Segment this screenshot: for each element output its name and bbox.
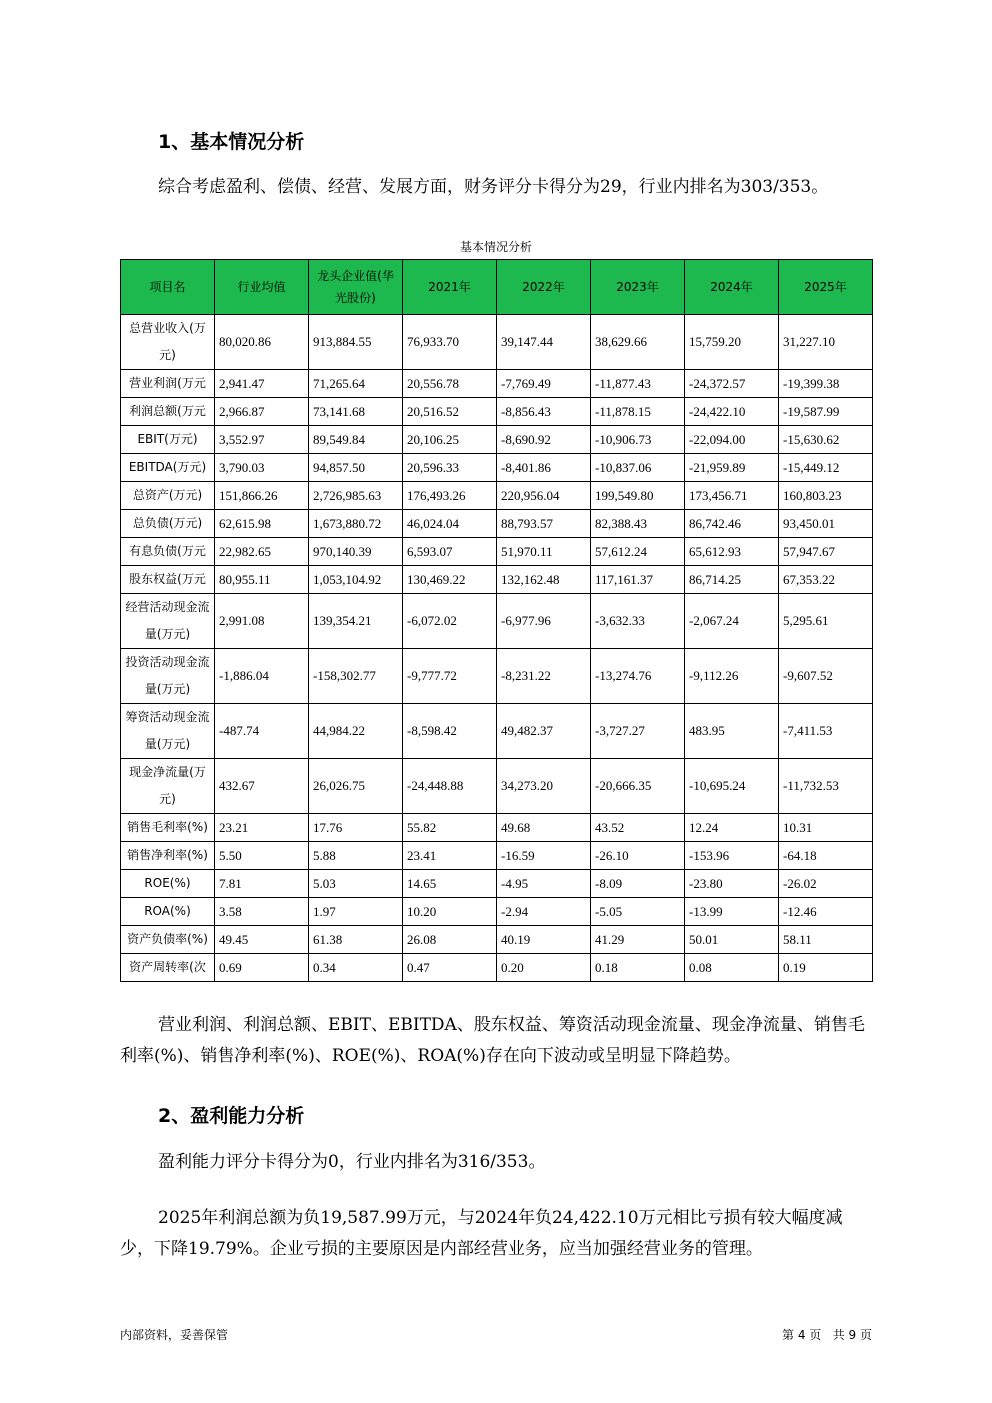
column-header: 2021年 bbox=[403, 260, 497, 315]
table-row bbox=[121, 510, 873, 538]
table-cell: 86,714.25 bbox=[685, 566, 779, 594]
table-cell: -12.46 bbox=[779, 898, 873, 926]
table-cell: 34,273.20 bbox=[497, 759, 591, 814]
table-cell: 2,726,985.63 bbox=[309, 482, 403, 510]
row-label: 现金净流量(万元) bbox=[121, 759, 215, 814]
table-cell: 10.20 bbox=[403, 898, 497, 926]
table-cell: 5,295.61 bbox=[779, 594, 873, 649]
table-cell: 65,612.93 bbox=[685, 538, 779, 566]
row-label: EBITDA(万元) bbox=[121, 454, 215, 482]
table-row bbox=[121, 398, 873, 426]
row-label: 资产负债率(%) bbox=[121, 926, 215, 954]
table-cell: 22,982.65 bbox=[215, 538, 309, 566]
table-cell: -19,399.38 bbox=[779, 370, 873, 398]
table-cell: 73,141.68 bbox=[309, 398, 403, 426]
table-cell: -2,067.24 bbox=[685, 594, 779, 649]
table-cell: 62,615.98 bbox=[215, 510, 309, 538]
table-cell: -11,877.43 bbox=[591, 370, 685, 398]
table-cell: 93,450.01 bbox=[779, 510, 873, 538]
row-label: 总资产(万元) bbox=[121, 482, 215, 510]
table-row bbox=[121, 759, 873, 814]
table-cell: 50.01 bbox=[685, 926, 779, 954]
table-cell: -10,695.24 bbox=[685, 759, 779, 814]
table-cell: -10,906.73 bbox=[591, 426, 685, 454]
table-cell: 10.31 bbox=[779, 814, 873, 842]
table-cell: -24,448.88 bbox=[403, 759, 497, 814]
table-row bbox=[121, 315, 873, 370]
table-cell: 80,955.11 bbox=[215, 566, 309, 594]
table-cell: -487.74 bbox=[215, 704, 309, 759]
table-cell: 151,866.26 bbox=[215, 482, 309, 510]
row-label: 投资活动现金流量(万元) bbox=[121, 649, 215, 704]
row-label: 营业利润(万元 bbox=[121, 370, 215, 398]
table-cell: 57,947.67 bbox=[779, 538, 873, 566]
table-cell: 26.08 bbox=[403, 926, 497, 954]
table-cell: -24,372.57 bbox=[685, 370, 779, 398]
table-cell: 0.08 bbox=[685, 954, 779, 982]
table-cell: 220,956.04 bbox=[497, 482, 591, 510]
table-cell: 14.65 bbox=[403, 870, 497, 898]
table-cell: 5.03 bbox=[309, 870, 403, 898]
table-cell: 43.52 bbox=[591, 814, 685, 842]
table-cell: -21,959.89 bbox=[685, 454, 779, 482]
table-cell: -15,449.12 bbox=[779, 454, 873, 482]
column-header: 2023年 bbox=[591, 260, 685, 315]
table-cell: -26.02 bbox=[779, 870, 873, 898]
row-label: 销售毛利率(%) bbox=[121, 814, 215, 842]
table-cell: -2.94 bbox=[497, 898, 591, 926]
table-cell: -5.05 bbox=[591, 898, 685, 926]
table-row bbox=[121, 594, 873, 649]
row-label: 销售净利率(%) bbox=[121, 842, 215, 870]
column-header: 项目名 bbox=[121, 260, 215, 315]
table-cell: 0.47 bbox=[403, 954, 497, 982]
table-cell: 132,162.48 bbox=[497, 566, 591, 594]
table-cell: 117,161.37 bbox=[591, 566, 685, 594]
trend-note: 营业利润、利润总额、EBIT、EBITDA、股东权益、筹资活动现金流量、现金净流量、销售毛利率(%)、销售净利率(%)、ROE(%)、ROA(%)存在向下波动或呈明显下降趋势。 bbox=[120, 1015, 865, 1066]
table-cell: 913,884.55 bbox=[309, 315, 403, 370]
table-cell: 40.19 bbox=[497, 926, 591, 954]
table-cell: 1,673,880.72 bbox=[309, 510, 403, 538]
table-row bbox=[121, 898, 873, 926]
basic-analysis-table bbox=[120, 259, 873, 982]
row-label: 有息负债(万元 bbox=[121, 538, 215, 566]
table-cell: 20,556.78 bbox=[403, 370, 497, 398]
table-cell: 12.24 bbox=[685, 814, 779, 842]
row-label: ROA(%) bbox=[121, 898, 215, 926]
table-cell: -26.10 bbox=[591, 842, 685, 870]
table-cell: 160,803.23 bbox=[779, 482, 873, 510]
table-row bbox=[121, 649, 873, 704]
table-caption: 基本情况分析 bbox=[459, 240, 532, 254]
table-cell: 2,941.47 bbox=[215, 370, 309, 398]
table-body bbox=[121, 315, 873, 982]
table-row bbox=[121, 926, 873, 954]
table-cell: -6,072.02 bbox=[403, 594, 497, 649]
table-cell: -8,598.42 bbox=[403, 704, 497, 759]
table-cell: 176,493.26 bbox=[403, 482, 497, 510]
table-cell: 46,024.04 bbox=[403, 510, 497, 538]
table-header-row bbox=[121, 260, 873, 315]
table-cell: -4.95 bbox=[497, 870, 591, 898]
table-cell: -8.09 bbox=[591, 870, 685, 898]
table-cell: 3,790.03 bbox=[215, 454, 309, 482]
row-label: 总营业收入(万元) bbox=[121, 315, 215, 370]
table-row bbox=[121, 704, 873, 759]
row-label: 资产周转率(次 bbox=[121, 954, 215, 982]
table-cell: 3,552.97 bbox=[215, 426, 309, 454]
table-cell: 139,354.21 bbox=[309, 594, 403, 649]
table-cell: -16.59 bbox=[497, 842, 591, 870]
table-cell: 80,020.86 bbox=[215, 315, 309, 370]
table-cell: 61.38 bbox=[309, 926, 403, 954]
table-cell: 58.11 bbox=[779, 926, 873, 954]
column-header: 2022年 bbox=[497, 260, 591, 315]
table-row bbox=[121, 870, 873, 898]
table-cell: 15,759.20 bbox=[685, 315, 779, 370]
table-cell: 51,970.11 bbox=[497, 538, 591, 566]
table-cell: 23.21 bbox=[215, 814, 309, 842]
table-cell: -23.80 bbox=[685, 870, 779, 898]
table-cell: 86,742.46 bbox=[685, 510, 779, 538]
table-cell: 3.58 bbox=[215, 898, 309, 926]
table-cell: 1,053,104.92 bbox=[309, 566, 403, 594]
table-row bbox=[121, 538, 873, 566]
table-cell: 55.82 bbox=[403, 814, 497, 842]
table-cell: 1.97 bbox=[309, 898, 403, 926]
table-cell: 199,549.80 bbox=[591, 482, 685, 510]
table-cell: -24,422.10 bbox=[685, 398, 779, 426]
table-cell: 432.67 bbox=[215, 759, 309, 814]
page-number: 第 4 页 共 9 页 bbox=[782, 1328, 872, 1342]
table-cell: -13.99 bbox=[685, 898, 779, 926]
basic-summary: 综合考虑盈利、偿债、经营、发展方面，财务评分卡得分为29，行业内排名为303/353。 bbox=[158, 177, 829, 197]
row-label: 总负债(万元) bbox=[121, 510, 215, 538]
section-title-basic: 1、基本情况分析 bbox=[158, 131, 305, 153]
table-cell: -1,886.04 bbox=[215, 649, 309, 704]
table-cell: -6,977.96 bbox=[497, 594, 591, 649]
table-cell: -8,690.92 bbox=[497, 426, 591, 454]
table-cell: 0.19 bbox=[779, 954, 873, 982]
row-label: EBIT(万元) bbox=[121, 426, 215, 454]
table-cell: -20,666.35 bbox=[591, 759, 685, 814]
table-cell: -19,587.99 bbox=[779, 398, 873, 426]
table-cell: -158,302.77 bbox=[309, 649, 403, 704]
table-cell: -64.18 bbox=[779, 842, 873, 870]
table-cell: 26,026.75 bbox=[309, 759, 403, 814]
row-label: 筹资活动现金流量(万元) bbox=[121, 704, 215, 759]
table-cell: 0.34 bbox=[309, 954, 403, 982]
row-label: 利润总额(万元 bbox=[121, 398, 215, 426]
table-cell: 89,549.84 bbox=[309, 426, 403, 454]
table-cell: 71,265.64 bbox=[309, 370, 403, 398]
table-cell: 31,227.10 bbox=[779, 315, 873, 370]
table-row bbox=[121, 370, 873, 398]
table-cell: 970,140.39 bbox=[309, 538, 403, 566]
column-header: 龙头企业值(华光股份) bbox=[309, 260, 403, 315]
table-row bbox=[121, 566, 873, 594]
table-cell: 38,629.66 bbox=[591, 315, 685, 370]
table-cell: 94,857.50 bbox=[309, 454, 403, 482]
table-cell: 2,966.87 bbox=[215, 398, 309, 426]
table-cell: -8,856.43 bbox=[497, 398, 591, 426]
table-cell: 39,147.44 bbox=[497, 315, 591, 370]
table-cell: -13,274.76 bbox=[591, 649, 685, 704]
table-cell: 5.88 bbox=[309, 842, 403, 870]
table-cell: 49.45 bbox=[215, 926, 309, 954]
table-cell: -3,632.33 bbox=[591, 594, 685, 649]
table-cell: 76,933.70 bbox=[403, 315, 497, 370]
table-cell: 173,456.71 bbox=[685, 482, 779, 510]
table-row bbox=[121, 454, 873, 482]
table-cell: -10,837.06 bbox=[591, 454, 685, 482]
table-cell: 44,984.22 bbox=[309, 704, 403, 759]
table-cell: -7,769.49 bbox=[497, 370, 591, 398]
table-cell: -9,607.52 bbox=[779, 649, 873, 704]
table-cell: 7.81 bbox=[215, 870, 309, 898]
column-header: 2025年 bbox=[779, 260, 873, 315]
table-cell: 20,106.25 bbox=[403, 426, 497, 454]
table-cell: -3,727.27 bbox=[591, 704, 685, 759]
table-cell: 49.68 bbox=[497, 814, 591, 842]
table-cell: 17.76 bbox=[309, 814, 403, 842]
table-cell: 20,516.52 bbox=[403, 398, 497, 426]
table-row bbox=[121, 814, 873, 842]
table-cell: -15,630.62 bbox=[779, 426, 873, 454]
table-cell: -8,231.22 bbox=[497, 649, 591, 704]
table-cell: 23.41 bbox=[403, 842, 497, 870]
table-cell: 82,388.43 bbox=[591, 510, 685, 538]
table-cell: 0.69 bbox=[215, 954, 309, 982]
table-cell: 2,991.08 bbox=[215, 594, 309, 649]
table-cell: 483.95 bbox=[685, 704, 779, 759]
row-label: 股东权益(万元 bbox=[121, 566, 215, 594]
section-title-profitability: 2、盈利能力分析 bbox=[158, 1105, 305, 1127]
column-header: 2024年 bbox=[685, 260, 779, 315]
table-cell: 20,596.33 bbox=[403, 454, 497, 482]
profitability-score: 盈利能力评分卡得分为0，行业内排名为316/353。 bbox=[158, 1152, 546, 1172]
table-row bbox=[121, 954, 873, 982]
table-cell: -9,777.72 bbox=[403, 649, 497, 704]
column-header: 行业均值 bbox=[215, 260, 309, 315]
row-label: 经营活动现金流量(万元) bbox=[121, 594, 215, 649]
table-cell: -11,732.53 bbox=[779, 759, 873, 814]
table-cell: -9,112.26 bbox=[685, 649, 779, 704]
table-row bbox=[121, 842, 873, 870]
table-cell: 49,482.37 bbox=[497, 704, 591, 759]
table-cell: 88,793.57 bbox=[497, 510, 591, 538]
table-cell: -22,094.00 bbox=[685, 426, 779, 454]
table-cell: -7,411.53 bbox=[779, 704, 873, 759]
table-cell: -153.96 bbox=[685, 842, 779, 870]
row-label: ROE(%) bbox=[121, 870, 215, 898]
table-cell: 41.29 bbox=[591, 926, 685, 954]
table-cell: -8,401.86 bbox=[497, 454, 591, 482]
table-cell: 57,612.24 bbox=[591, 538, 685, 566]
table-cell: 6,593.07 bbox=[403, 538, 497, 566]
table-cell: 0.20 bbox=[497, 954, 591, 982]
table-row bbox=[121, 482, 873, 510]
profitability-detail: 2025年利润总额为负19,587.99万元，与2024年负24,422.10万元相比亏损有较大幅度减少，下降19.79%。企业亏损的主要原因是内部经营业务，应当加强经营业务的管理。 bbox=[120, 1208, 843, 1259]
table-cell: 0.18 bbox=[591, 954, 685, 982]
footer-confidential: 内部资料，妥善保管 bbox=[120, 1328, 229, 1342]
table-cell: -11,878.15 bbox=[591, 398, 685, 426]
table-cell: 130,469.22 bbox=[403, 566, 497, 594]
table-row bbox=[121, 426, 873, 454]
table-cell: 67,353.22 bbox=[779, 566, 873, 594]
table-cell: 5.50 bbox=[215, 842, 309, 870]
